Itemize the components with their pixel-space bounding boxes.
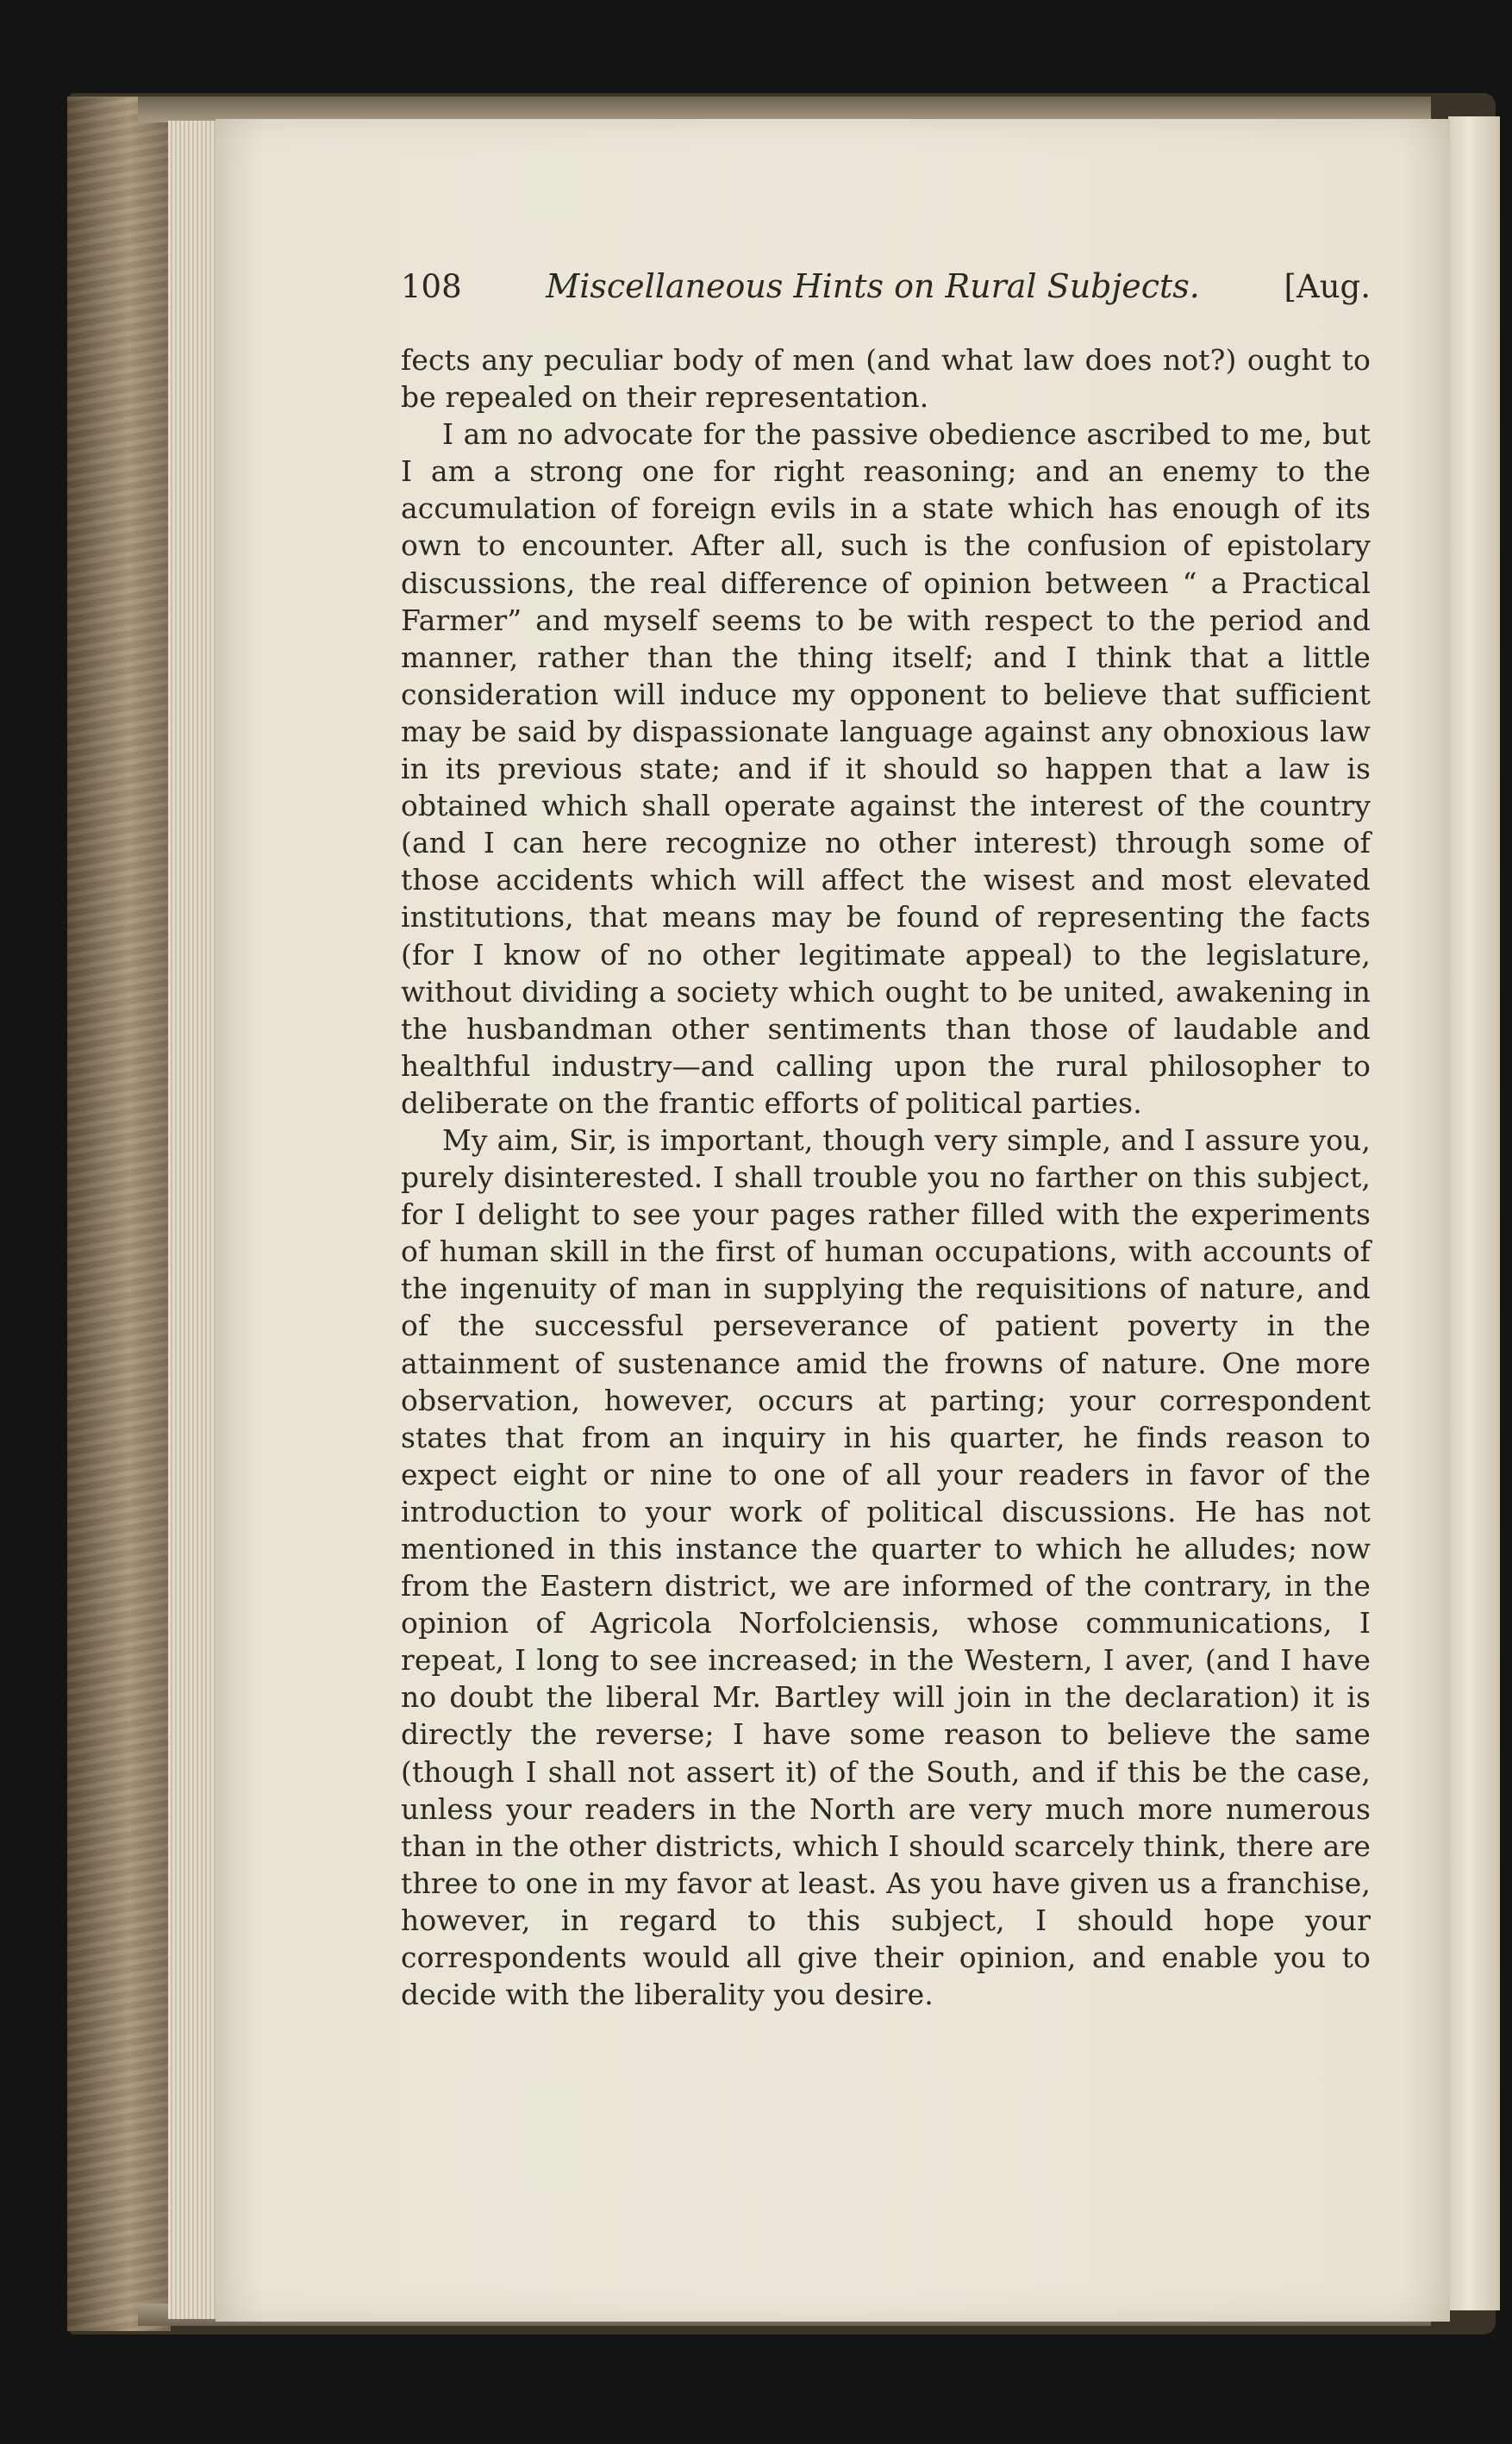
page-number: 108 <box>401 268 462 305</box>
running-title: Miscellaneous Hints on Rural Subjects. <box>546 267 1200 305</box>
text-block <box>401 267 1371 2013</box>
paragraph-1: fects any peculiar body of men (and what law does not?) ought to be repealed on their representation. <box>401 343 1371 415</box>
paragraph-2: I am no advocate for the passive obedience ascribed to me, but I am a strong one for right reasoning; and an enemy to the accumulation of foreign evils in a state which has enough of its own to encounter. After all, such is the confusion of epistolary discussions, the real difference of opinion between “ a Practical Farmer” and myself seems to be with respect to the period and manner, rather than the thing itself; and I think that a little consideration will induce my opponent to believe that sufficient may be said by dispassionate language against any obnoxious law in its previous state; and if it should so happen that a law is obtained which shall operate against the interest of the country (and I can here recognize no other interest) through some of those accidents which will affect the wisest and most elevated institutions, that means may be found of representing the facts (for I know of no other legitimate appeal) to the legislature, without dividing a society which ought to be united, awakening in the husbandman other sentiments than those of laudable and healthful industry—and calling upon the rural philosopher to deliberate on the frantic efforts of political parties. <box>401 417 1371 1120</box>
section-mark: [Aug. <box>1284 268 1371 305</box>
marbled-edge <box>67 97 171 2331</box>
body-text <box>401 341 1371 2013</box>
running-head <box>401 267 1371 316</box>
page-stack-edge <box>168 121 222 2319</box>
paragraph-3: My aim, Sir, is important, though very simple, and I assure you, purely disinterested. I shall trouble you no farther on this subject, for I delight to see your pages rather filled with the experiments of human skill in the first of human occupations, with accounts of the ingenuity of man in supplying the requisitions of nature, and of the successful perseverance of patient poverty in the attainment of sustenance amid the frowns of nature. One more observation, however, occurs at parting; your correspondent states that from an inquiry in his quarter, he finds reason to expect eight or nine to one of all your readers in favor of the introduction to your work of political discussions. He has not mentioned in this instance the quarter to which he alludes; now from the Eastern district, we are informed of the contrary, in the opinion of Agricola Norfolciensis, whose communications, I repeat, I long to see increased; in the Western, I aver, (and I have no doubt the liberal Mr. Bartley will join in the declaration) it is directly the reverse; I have some reason to believe the same (though I shall not assert it) of the South, and if this be the case, unless your readers in the North are very much more numerous than in the other districts, which I should scarcely think, there are three to one in my favor at least. As you have given us a franchise, however, in regard to this subject, I should hope your correspondents would all give their opinion, and enable you to decide with the liberality you desire. <box>401 1122 1371 2012</box>
facing-page-edge <box>1448 116 1500 2310</box>
